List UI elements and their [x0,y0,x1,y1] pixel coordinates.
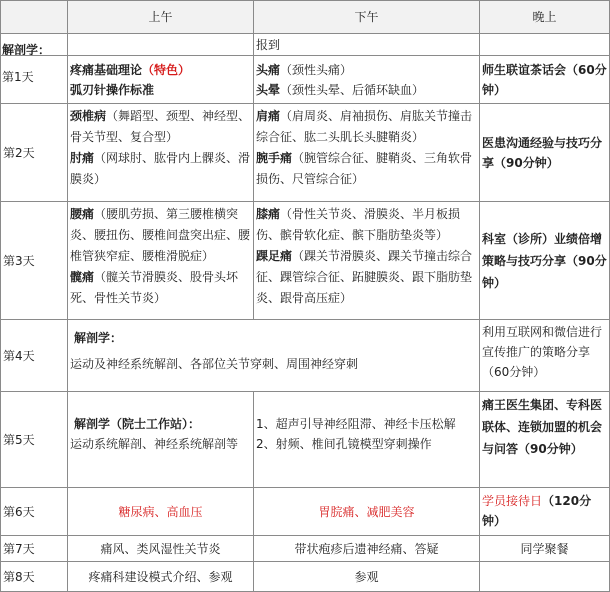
day-4-label: 第4天 [0,320,68,392]
day-2-am-cervical-detail: （舞蹈型、颈型、神经型、骨关节型、复合型） [70,109,251,144]
day-2-pm-wrist-detail: （腕管综合征、腱鞘炎、三角软骨损伤、尺管综合征） [256,151,473,186]
day-6-eve [480,488,610,536]
day-2-eve-text: 医患沟通经验与技巧分享（90分钟） [482,135,603,170]
day-4-anatomy-text: 运动及神经系统解剖、各部位关节穿刺、周围神经穿刺 [70,357,359,371]
report-am-cell [68,34,254,56]
day-3-eve-text: 科室（诊所）业绩倍增策略与技巧分享（90分钟） [482,231,607,290]
day-3-pm-knee-detail: （骨性关节炎、滑膜炎、半月板损伤、髌骨软化症、髌下脂肪垫炎等） [256,207,461,242]
day-4-ampm [68,320,480,392]
day-5-eve: 痛王医生集团、专科医联体、连锁加盟的机会与问答（90分钟） [480,392,610,488]
day-5-label: 第5天 [0,392,68,488]
day-3-pm-knee: 膝痛 [256,207,281,221]
day-6-am: 糖尿病、高血压 [68,488,254,536]
report-pm-cell [254,34,480,56]
day-6-eve-reception: 学员接待日 [482,494,543,508]
day-8-label: 第8天 [0,562,68,592]
day-1-eve: 师生联谊茶话会（60分钟） [480,56,610,104]
day-1-pm [254,56,480,104]
day-1-label-cell [0,56,68,104]
day-2-pm-shoulder: 肩痛 [256,109,281,123]
anatomy-label-text: 解剖学： [2,43,51,56]
day-1-am-topic: 疼痛基础理论 [70,63,143,77]
day-5-anatomy-text: 运动系统解剖、神经系统解剖等 [70,437,239,451]
day-3-pm-ankle: 踝足痛 [256,249,293,263]
day-3-pm-ankle-detail: （踝关节滑膜炎、踝关节撞击综合征、踝管综合征、跖腱膜炎、跟下脂肪垫炎、跟骨高压症） [256,249,473,305]
day-5-pm-line1: 1、超声引导神经阻滞、神经卡压松解 [256,417,456,431]
day-5-am [68,392,254,488]
day-2-eve [480,104,610,202]
day-4-eve: 利用互联网和微信进行宣传推广的策略分享（60分钟） [480,320,610,392]
day-1-am-feature: （特色） [142,63,191,77]
corner-cell [0,0,68,34]
day-5-pm-line2: 2、射频、椎间孔镜模型穿刺操作 [256,437,432,451]
day-3-am-lumbar: 腰痛 [70,207,95,221]
day-5-pm [254,392,480,488]
day-3-am-hip: 髋痛 [70,270,95,284]
day-2-am-elbow-detail: （网球肘、肱骨内上髁炎、滑膜炎） [70,151,251,186]
day-1-pm-dizziness-detail: （颈性头晕、后循环缺血） [280,83,425,97]
day-1-label: 第1天 [2,70,34,84]
header-morning: 上午 [68,0,254,34]
day-6-pm: 胃脘痛、减肥美容 [254,488,480,536]
header-evening: 晚上 [480,0,610,34]
day-1-am-line2: 弧刃针操作标准 [70,83,155,97]
day-3-am-lumbar-detail: （腰肌劳损、第三腰椎横突炎、腰扭伤、腰椎间盘突出症、腰椎管狭窄症、腰椎滑脱症） [70,207,251,263]
day-1-pm-headache-detail: （颈性头痛） [280,63,353,77]
report-label: 报到 [256,38,281,52]
day-3-am-hip-detail: （髋关节滑膜炎、股骨头坏死、骨性关节炎） [70,270,239,305]
day-7-label: 第7天 [0,536,68,562]
day-8-am: 疼痛科建设模式介绍、参观 [68,562,254,592]
day-4-anatomy-title: 解剖学： [74,331,123,345]
day-3-pm [254,202,480,320]
day-2-am [68,104,254,202]
day-8-eve [480,562,610,592]
day-2-am-cervical: 颈椎病 [70,109,107,123]
day-2-pm-wrist: 腕手痛 [256,151,293,165]
day-1-am [68,56,254,104]
day-7-eve: 同学聚餐 [480,536,610,562]
header-afternoon: 下午 [254,0,480,34]
day-8-pm: 参观 [254,562,480,592]
day-1-pm-headache: 头痛 [256,63,281,77]
day-6-eve-duration: （120分钟） [482,494,592,528]
day-2-am-elbow: 肘痛 [70,151,95,165]
anatomy-label [0,34,68,56]
day-1-pm-dizziness: 头晕 [256,83,281,97]
day-3-eve [480,202,610,320]
day-6-label: 第6天 [0,488,68,536]
day-2-pm-shoulder-detail: （肩周炎、肩袖损伤、肩肱关节撞击综合征、肱二头肌长头腱鞘炎） [256,109,473,144]
report-eve-cell [480,34,610,56]
day-2-pm [254,104,480,202]
day-7-pm: 带状疱疹后遗神经痛、答疑 [254,536,480,562]
day-3-label: 第3天 [0,202,68,320]
day-2-label: 第2天 [0,104,68,202]
day-7-am: 痛风、类风湿性关节炎 [68,536,254,562]
day-5-anatomy-title: 解剖学（院士工作站）： [74,417,201,431]
day-3-am [68,202,254,320]
